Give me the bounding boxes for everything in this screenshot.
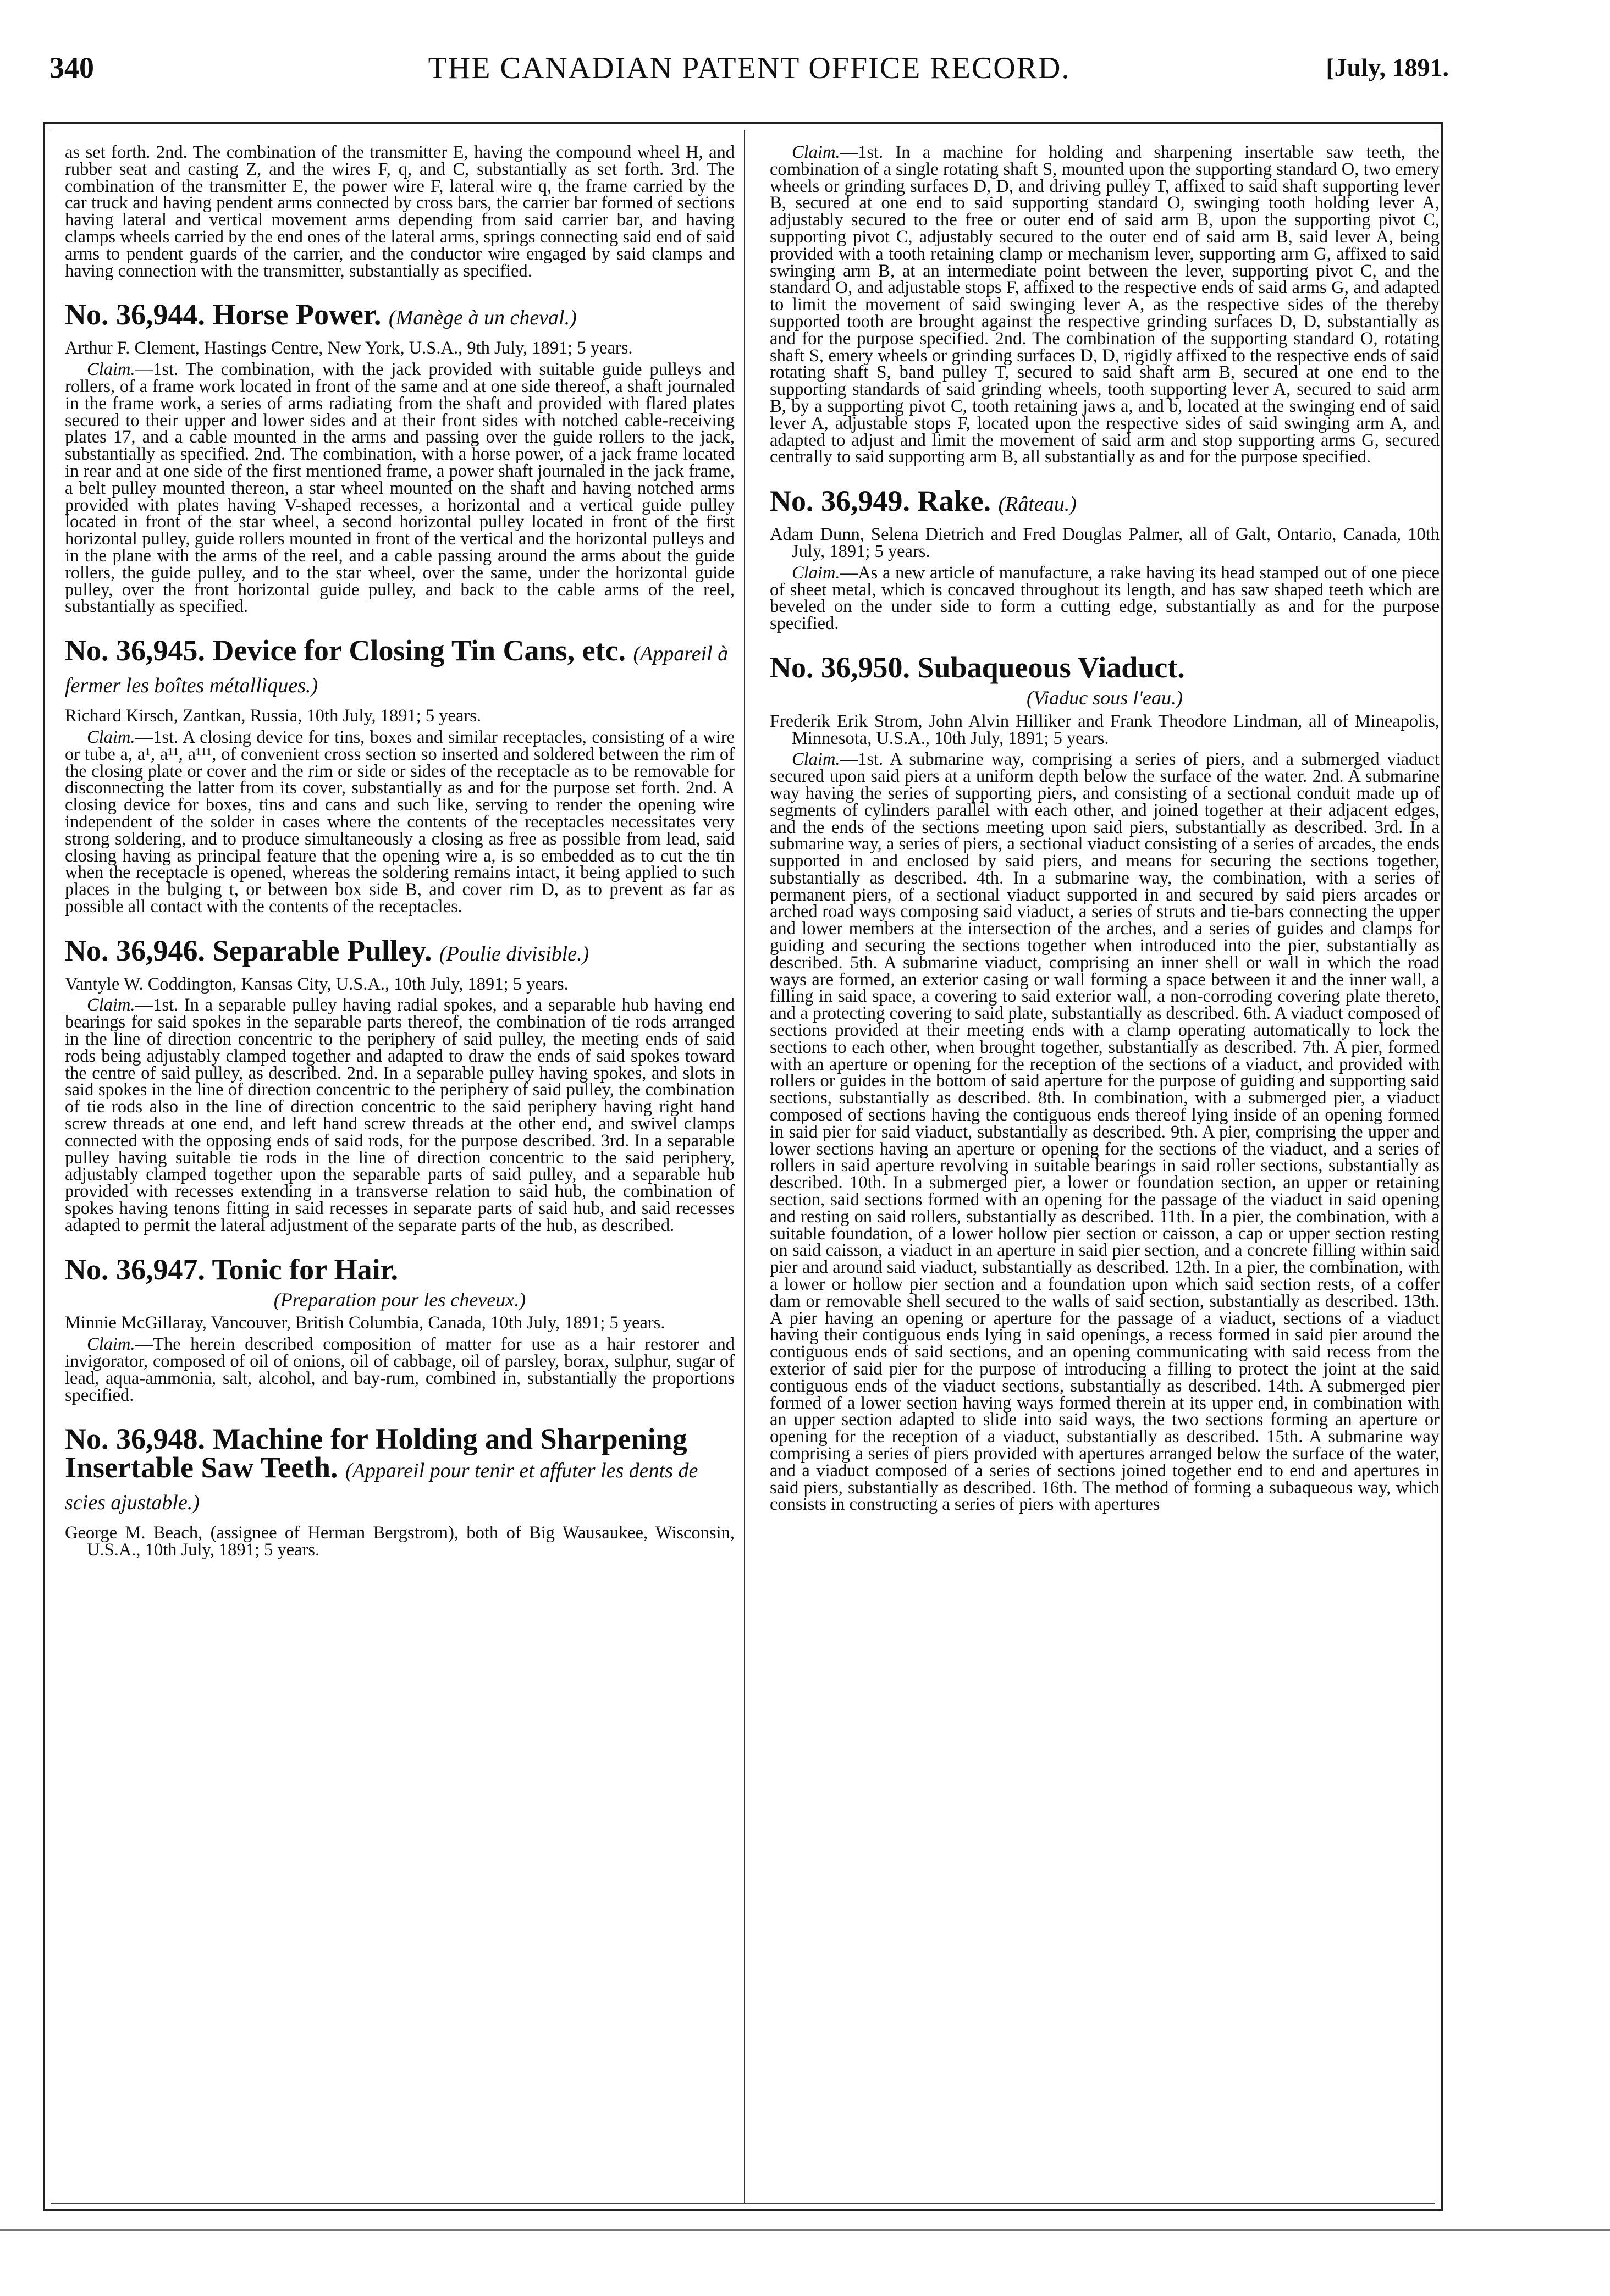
claim-label: Claim. [792,144,840,162]
patent-title: Tonic for Hair. [212,1252,399,1286]
patent-number: No. 36,949. [770,484,910,518]
patentee: Vantyle W. Coddington, Kansas City, U.S.A., 10th July, 1891; 5 years. [65,974,569,994]
claim-label: Claim. [87,360,135,380]
claim-text [770,751,1440,1513]
claim-text [65,729,735,915]
patent-title: Horse Power. [212,298,382,332]
patentee: Adam Dunn, Selena Dietrich and Fred Douglas Palmer, all of Galt, Ontario, Canada, 10th July, 1891; 5 years. [770,525,1440,561]
patent-entry-36945 [65,636,735,915]
claim-label: Claim. [87,995,135,1015]
patentee: Arthur F. Clement, Hastings Centre, New York, U.S.A., 9th July, 1891; 5 years. [65,338,633,358]
claim-body: —As a new article of manufacture, a rake having its head stamped out of one piece of sheet metal, which is concaved throughout its length, and has saw shaped teeth which are beveled on the under side to form a cutting edge, substantially as and for the purpose specified. [770,562,1440,634]
french-title: (Poulie divisible.) [439,942,589,965]
patent-number: No. 36,947. [65,1252,205,1286]
patent-number: No. 36,948. [65,1422,205,1456]
journal-title: THE CANADIAN PATENT OFFICE RECORD. [428,51,1071,85]
french-title: (Râteau.) [998,493,1077,516]
french-title: (Viaduc sous l'eau.) [1027,686,1183,709]
patent-entry-36949 [770,484,1440,634]
entry-heading [65,636,735,700]
claim-body: —1st. A submarine way, comprising a series of piers, and a submerged viaduct secured upon said piers at a uniform depth below the surface of the water. 2nd. A submarine way having the series of supporting piers, and consisting of a sectional conduit made up of segments of cylinders parallel with each other, and joined together at their adjacent edges, and the ends of the sections meeting upon said piers, substantially as described. 3rd. In a submarine way, a series of piers, a sectional viaduct consisting of a series of arcades, the ends supported in and enclosed by said piers, and means for securing the sections together, substantially as described. 4th. In a submarine way, the combination, with a series of permanent piers, of a sectional viaduct supported in and secured by said piers arcades or arched road ways composing said viaduct, a series of struts and tie-bars connecting the upper and lower members at the intersection of the arches, and a series of guides and clamps for guiding and securing the sections together when introduced into the pier, substantially as described. 5th. A submarine viaduct, comprising an inner shell or wall in which the road ways are formed, an exterior casing or wall forming a space between it and the inner wall, a filling in said space, a covering to said exterior wall, a non-corroding covering plate thereto, and a protecting covering to said plate, substantially as described. 6th. A viaduct composed of sections provided at their meeting ends with a clamp operating automatically to lock the sections to each other, when brought together, substantially as described. 7th. A pier, formed with an aperture or opening for the reception of the sections of a viaduct, and provided with rollers or guides in the bottom of said aperture for the purpose of guiding and supporting said sections, substantially as described. 8th. In combination, with a submerged pier, a viaduct composed of sections having the contiguous ends thereof lying inside of an opening formed in said pier for said viaduct, substantially as described. 9th. A pier, comprising the upper and lower sections having an aperture or opening for the sections of the viaduct, and a series of rollers in said aperture revolving in suitable bearings in said roller sections, substantially as described. 10th. In a submerged pier, a lower or foundation section, an upper or retaining section, said sections formed with an opening for the passage of the viaduct in said opening and resting on said rollers, substantially as described. 11th. In a pier, the combination, with a suitable foundation, of a lower hollow pier section or caisson, a cap or upper section resting on said caisson, a viaduct in an aperture in said pier section, and a concrete filling within said pier and around said viaduct, substantially as described. 12th. In a pier, the combination, with a lower or hollow pier section and a foundation upon which said section rests, of a coffer dam or removable shell secured to the walls of said section, substantially as described. 13th. A pier having an opening or aperture for the passage of a viaduct, sections of a viaduct having their contiguous ends lying in said openings, a recess formed in said pier around the contiguous ends of said sections, and an opening communicating with said recess from the exterior of said pier for the purpose of introducing a filling to protect the joint at the said contiguous ends of the viaduct sections, substantially as described. 14th. A submerged pier formed of a lower section having ways formed therein at its upper end, in combination with an upper section adapted to slide into said ways, the two sections forming an aperture or opening for the reception of a viaduct, substantially as described. 15th. A submarine way comprising a series of piers provided with apertures arranged below the surface of the water, and a viaduct composed of a series of sections joined together end to end and apertures in said piers, substantially as described. 16th. The method of forming a subaqueous way, which consists in constructing a series of piers with apertures [770,749,1440,1515]
patent-number: No. 36,944. [65,298,205,332]
french-title: (Manège à un cheval.) [388,306,577,330]
patent-entry-36944 [65,300,735,615]
patent-entry-36946 [65,936,735,1234]
patentee: George M. Beach, (assignee of Herman Bergstrom), both of Big Wausaukee, Wisconsin, U.S.A., 10th July, 1891; 5 years. [65,1523,735,1560]
patentee: Richard Kirsch, Zantkan, Russia, 10th July, 1891; 5 years. [65,706,482,726]
entry-heading [65,1422,735,1517]
french-title: (Appareil à fermer les boîtes métalliques.) [65,642,729,698]
claim-label: Claim. [792,562,840,583]
claim-body: —1st. In a machine for holding and sharpening insertable saw teeth, the combination of a single rotating shaft S, mounted upon the supporting standard O, two emery wheels or grinding surfaces D, D, and driving pulley T, affixed to said shaft supporting lever B, secured at one end to said supporting standard O, swinging tooth holding lever A, adjustably secured to the free or outer end of said arm B, upon the supporting pivot C, supporting pivot C, adjustably secured to the outer end of said arm B, said lever A, being provided with a tooth retaining clamp or mechanism lever, supporting arm G, affixed to said swinging arm B, at an intermediate point between the lever, supporting pivot C, and the standard O, and adjustable stops F, affixed to the respective ends of said arms G, and adapted to limit the movement of said swinging lever A, as the respective sides of the thereby supported tooth are brought against the respective grinding surfaces D, D, substantially as and for the purpose specified. 2nd. The combination of the supporting standard O, rotating shaft S, emery wheels or grinding surfaces D, D, rigidly affixed to the respective ends of said rotating shaft S, band pulley T, secured to said shaft arm B, secured at one end to the supporting standards of said grinding wheels, tooth supporting lever A, secured to said arm B, by a supporting pivot C, tooth retaining jaws a, and b, located at the swinging end of said lever A, adjustable stops F, located upon the respective sides of said swinging arm A, and adapted to adjust and limit the movement of said arm and stop supporting arms G, secured centrally to said supporting arm B, all substantially as and for the purpose specified. [770,144,1440,467]
patent-title: Device for Closing Tin Cans, etc. [212,634,626,667]
claim-label: Claim. [792,749,840,770]
claim-body: —1st. In a separable pulley having radial spokes, and a separable hub having end bearings for said spokes in the separable parts thereof, the combination of tie rods arranged in the line of direction concentric to the periphery of said pulley, the meeting ends of said rods being adjustably clamped together and adapted to draw the ends of said spokes toward the centre of said pulley, as described. 2nd. In a separable pulley having spokes, and slots in said spokes in the line of direction concentric to the periphery of said pulley, the combination of tie rods also in the line of direction concentric to the said periphery having right hand screw threads at one end, and left hand screw threads at the other end, and swivel clamps connected with the opposing ends of said rods, for the purpose described. 3rd. In a separable pulley having suitable tie rods in the line of direction concentric to the said periphery, adjustably clamped together upon the separable parts of said pulley, and a separable hub provided with recesses extending in a transverse relation to said hub, the combination of spokes having tenons fitting in said recesses in separate parts of said hub, and said recesses adapted to permit the lateral adjustment of the separate parts of the hub, as described. [65,995,735,1235]
french-title: (Preparation pour les cheveux.) [273,1288,526,1311]
patentee: Minnie McGillaray, Vancouver, British Columbia, Canada, 10th July, 1891; 5 years. [65,1313,665,1333]
issue-date: [July, 1891. [1326,53,1449,81]
patent-title: Separable Pulley. [212,934,432,967]
left-column [65,144,735,2200]
patent-number: No. 36,945. [65,634,205,667]
claim-body: —The herein described composition of matter for use as a hair restorer and invigorator, composed of oil of onions, oil of cabbage, oil of parsley, borax, sulphur, sugar of lead, aqua-ammonia, salt, alcohol, and bay-rum, combined in, substantially the proportions specified. [65,1334,735,1405]
bottom-rule [0,2229,1610,2231]
column-divider [744,130,745,2203]
continued-claim-text [770,144,1440,466]
patent-title: Subaqueous Viaduct. [917,650,1185,684]
patent-number: No. 36,950. [770,650,910,684]
patent-title: Machine for Holding and Sharpening Insertable Saw Teeth. [65,1422,687,1484]
claim-label: Claim. [87,727,135,747]
patent-entry-36950 [770,650,1440,1515]
continued-claim-text: as set forth. 2nd. The combination of the transmitter E, having the compound wheel H, and rubber seat and casting Z, and the wires F, q, and C, substantially as set forth. 3rd. The combination of the transmitter E, the power wire F, lateral wire q, the frame carried by the car truck and having pendent arms connected by cross bars, the carrier bar formed of sections having lateral and vertical movement arms depending from said carrier bar, and having clamps wheels carried by the end ones of the lateral arms, springs connecting said end of said arms to pendent guards of the carrier, and the conductor wire engaged by said clamps and having connection with the transmitter, substantially as specified. [65,144,735,281]
entry-heading [65,300,735,332]
claim-text [65,997,735,1234]
claim-text [65,1336,735,1404]
french-title: (Appareil pour tenir et affuter les dents de scies ajustable.) [65,1459,698,1515]
claim-text [65,361,735,615]
right-column [770,144,1440,2209]
claim-body: —1st. The combination, with the jack provided with suitable guide pulleys and rollers, of a frame work located in front of the same and at one side thereof, a shaft journaled in the frame work, a series of arms radiating from the shaft and provided with flared plates secured to their upper and lower sides and at their front sides with notched cable-receiving plates 17, and a cable mounted in the arms and passing over the guide rollers to the jack, substantially as specified. 2nd. The combination, with a horse power, of a jack frame located in rear and at one side of the first mentioned frame, a power shaft journaled in the jack frame, a belt pulley mounted thereon, a star wheel mounted on the shaft and having notched arms provided with plates having V-shaped recesses, a horizontal and a vertical guide pulley located in front of the star wheel, a second horizontal pulley located in front of the first horizontal pulley, guide rollers mounted in front of the vertical and the horizontal pulleys and in the plane with the arms of the reel, and a cable passing around the arms about the guide rollers, the guide pulley, and to the star wheel, over the same, under the horizontal guide pulley, over the front horizontal guide pulley, and back to the cable arms of the reel, substantially as specified. [65,360,735,617]
page-number: 340 [49,51,94,84]
page-header [49,51,1449,89]
claim-label: Claim. [87,1334,135,1355]
entry-heading [770,650,1440,684]
claim-text [770,562,1440,634]
patentee: Frederik Erik Strom, John Alvin Hilliker and Frank Theodore Lindman, all of Mineapolis, Minnesota, U.S.A., 10th July, 1891; 5 years. [770,711,1440,748]
patent-title: Rake. [917,484,991,518]
patent-entry-36948 [65,1422,735,1560]
patent-number: No. 36,946. [65,934,205,967]
patent-entry-36947 [65,1252,735,1405]
entry-heading [65,1252,735,1286]
claim-body: —1st. A closing device for tins, boxes and similar receptacles, consisting of a wire or tube a, a¹, a¹¹, a¹¹¹, of convenient cross section so inserted and soldered between the rim of the closing plate or cover and the rim or side or sides of the receptacle as to be removable for disconnecting the latter from its cover, substantially as and for the purpose set forth. 2nd. A closing device for boxes, tins and cans and such like, serving to render the opening wire independent of the solder in cases where the contents of the receptacles necessitates very strong soldering, and to produce simultaneously a closing as free as possible from lead, said closing having as principal feature that the opening wire a, is so embedded as to cut the tin when the receptacle is opened, whereas the soldering remains intact, it being applied to such places in the bulging t, or between box side B, and cover rim D, as to prevent as far as possible all contact with the contents of the receptacles. [65,727,735,917]
entry-heading [65,936,735,968]
entry-heading [770,484,1440,518]
